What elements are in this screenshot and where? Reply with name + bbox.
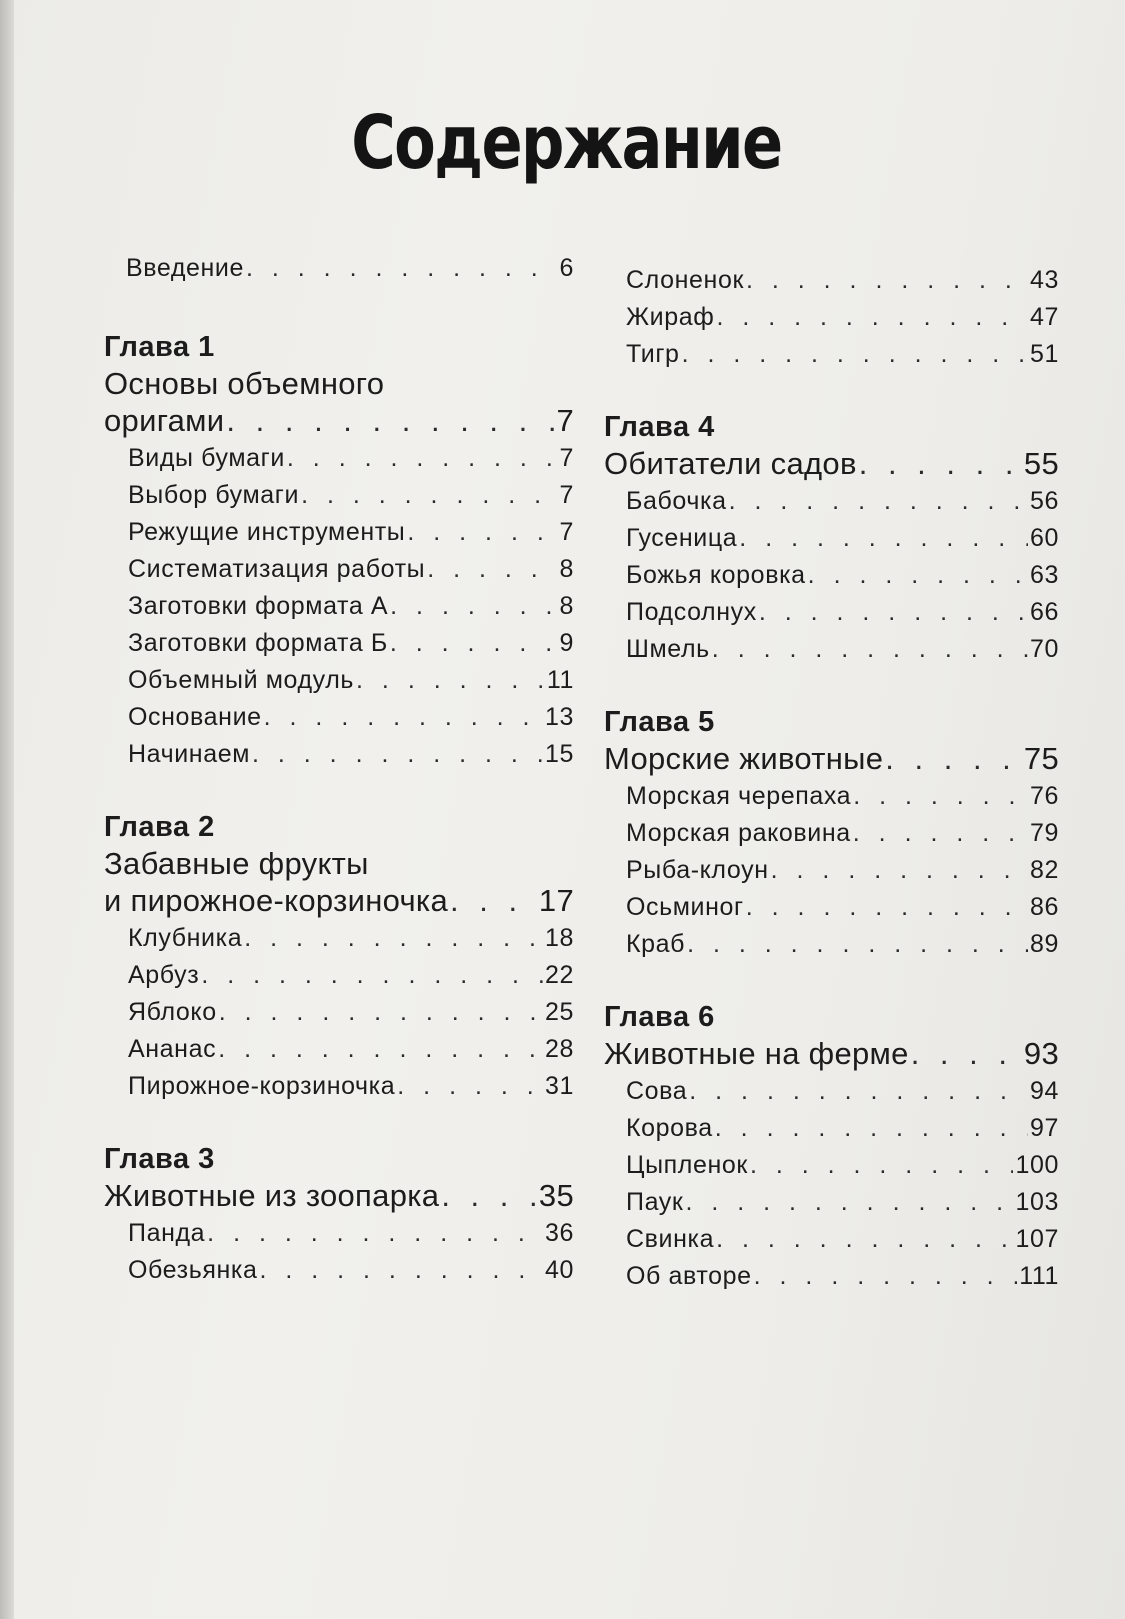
toc-entry-label: Клубника bbox=[128, 924, 243, 952]
chapter-2 bbox=[104, 809, 574, 1105]
toc-entry-label: Паук bbox=[626, 1188, 684, 1216]
chapter-title: Обитатели садов bbox=[604, 446, 857, 481]
toc-entry bbox=[604, 889, 1059, 926]
toc-entry bbox=[604, 483, 1059, 520]
toc-entry-label: Сова bbox=[626, 1077, 688, 1105]
toc-entry-page: 13 bbox=[544, 703, 574, 731]
toc-entry-label: Морская черепаха bbox=[626, 782, 852, 810]
toc-entry-label: Цыпленок bbox=[626, 1151, 748, 1179]
chapter-title-row bbox=[604, 1035, 1059, 1073]
toc-entry-page: 7 bbox=[559, 518, 574, 546]
chapter-label: Глава 1 bbox=[104, 331, 215, 363]
toc-entry bbox=[104, 920, 574, 957]
toc-entry-page: 100 bbox=[1015, 1151, 1059, 1179]
leader-dots bbox=[356, 662, 545, 699]
toc-entry-page: 47 bbox=[1029, 303, 1059, 331]
toc-entry-page: 31 bbox=[544, 1072, 574, 1100]
leader-dots bbox=[219, 994, 543, 1031]
toc-entry-page: 111 bbox=[1019, 1262, 1059, 1290]
leader-dots bbox=[246, 250, 557, 287]
toc-entry-page: 7 bbox=[559, 444, 574, 472]
leader-dots bbox=[682, 336, 1028, 373]
leader-dots bbox=[427, 551, 557, 588]
toc-entry-intro bbox=[104, 250, 574, 287]
leader-dots bbox=[226, 402, 554, 440]
leader-dots bbox=[885, 740, 1022, 778]
toc-entry bbox=[604, 1184, 1059, 1221]
chapter-3-continued bbox=[604, 262, 1059, 373]
toc-entry bbox=[104, 957, 574, 994]
toc-entry bbox=[604, 299, 1059, 336]
toc-entry bbox=[104, 440, 574, 477]
toc-entry-page: 9 bbox=[559, 629, 574, 657]
toc-entry-label: Режущие инструменты bbox=[128, 518, 406, 546]
toc-entry bbox=[104, 1215, 574, 1252]
chapter-title-line: Забавные фрукты bbox=[104, 846, 369, 881]
chapter-6 bbox=[604, 999, 1059, 1295]
chapter-title-row bbox=[104, 1177, 574, 1215]
toc-entry-label: Заготовки формата А bbox=[128, 592, 389, 620]
toc-entry-label: Шмель bbox=[626, 635, 710, 663]
toc-entry bbox=[604, 926, 1059, 963]
leader-dots bbox=[911, 1035, 1022, 1073]
leader-dots bbox=[716, 1221, 1013, 1258]
toc-entry-page: 18 bbox=[544, 924, 574, 952]
chapter-title: и пирожное-корзиночка bbox=[104, 883, 449, 918]
toc-entry-page: 51 bbox=[1029, 340, 1059, 368]
toc-entry bbox=[104, 551, 574, 588]
toc-entry-label: Подсолнух bbox=[626, 598, 757, 626]
toc-entry-page: 76 bbox=[1029, 782, 1059, 810]
toc-entry bbox=[604, 815, 1059, 852]
toc-entry bbox=[104, 1068, 574, 1105]
toc-entry-page: 56 bbox=[1029, 487, 1059, 515]
toc-entry bbox=[104, 1031, 574, 1068]
leader-dots bbox=[259, 1252, 543, 1289]
toc-entry-label: Виды бумаги bbox=[128, 444, 285, 472]
toc-entry-label: Начинаем bbox=[128, 740, 250, 768]
leader-dots bbox=[715, 1110, 1028, 1147]
toc-entry-label: Заготовки формата Б bbox=[128, 629, 388, 657]
chapter-title: Животные на ферме bbox=[604, 1036, 909, 1071]
toc-entry bbox=[604, 778, 1059, 815]
toc-entry bbox=[604, 1110, 1059, 1147]
chapter-3 bbox=[104, 1141, 574, 1289]
toc-entry-label: Арбуз bbox=[128, 961, 200, 989]
toc-entry-page: 28 bbox=[544, 1035, 574, 1063]
leader-dots bbox=[729, 483, 1028, 520]
toc-entry-label: Гусеница bbox=[626, 524, 738, 552]
chapter-title-row bbox=[104, 882, 574, 920]
toc-entry-label: Осьминог bbox=[626, 893, 744, 921]
toc-entry-page: 11 bbox=[546, 666, 574, 694]
chapter-label: Глава 3 bbox=[104, 1143, 215, 1175]
toc-entry-label: Бабочка bbox=[626, 487, 727, 515]
leader-dots bbox=[201, 957, 543, 994]
toc-entry-label: Объемный модуль bbox=[128, 666, 355, 694]
toc-entry-page: 79 bbox=[1029, 819, 1059, 847]
toc-entry-label: Основание bbox=[128, 703, 262, 731]
chapter-title-row bbox=[604, 445, 1059, 483]
leader-dots bbox=[252, 736, 543, 773]
toc-entry-label: Корова bbox=[626, 1114, 713, 1142]
toc-entry-label: Введение bbox=[126, 254, 244, 282]
chapter-label: Глава 5 bbox=[604, 706, 715, 738]
toc-entry-page: 36 bbox=[544, 1219, 574, 1247]
leader-dots bbox=[390, 625, 558, 662]
toc-entry-label: Об авторе bbox=[626, 1262, 752, 1290]
toc-entry-label: Обезьянка bbox=[128, 1256, 258, 1284]
toc-entry-page: 43 bbox=[1029, 266, 1059, 294]
toc-entry-page: 40 bbox=[544, 1256, 574, 1284]
chapter-page: 35 bbox=[538, 1178, 574, 1213]
toc-entry bbox=[104, 588, 574, 625]
toc-entry-page: 8 bbox=[559, 555, 574, 583]
toc-entry-page: 6 bbox=[559, 254, 574, 282]
leader-dots bbox=[397, 1068, 543, 1105]
toc-entry-page: 22 bbox=[544, 961, 574, 989]
toc-entry bbox=[604, 1073, 1059, 1110]
leader-dots bbox=[218, 1031, 543, 1068]
leader-dots bbox=[750, 1147, 1014, 1184]
chapter-page: 55 bbox=[1023, 446, 1059, 481]
chapter-title: оригами bbox=[104, 403, 225, 438]
toc-entry bbox=[604, 557, 1059, 594]
chapter-title-row bbox=[104, 402, 574, 440]
toc-entry-label: Свинка bbox=[626, 1225, 715, 1253]
toc-entry bbox=[104, 1252, 574, 1289]
chapter-title-line: Основы объемного bbox=[104, 366, 385, 401]
leader-dots bbox=[244, 920, 543, 957]
toc-entry-page: 70 bbox=[1029, 635, 1059, 663]
toc-entry-label: Панда bbox=[128, 1219, 206, 1247]
toc-entry bbox=[104, 662, 574, 699]
leader-dots bbox=[716, 299, 1028, 336]
leader-dots bbox=[207, 1215, 543, 1252]
toc-entry bbox=[604, 336, 1059, 373]
toc-entry-page: 94 bbox=[1029, 1077, 1059, 1105]
toc-entry bbox=[104, 625, 574, 662]
leader-dots bbox=[746, 889, 1028, 926]
leader-dots bbox=[759, 594, 1028, 631]
toc-entry-page: 25 bbox=[544, 998, 574, 1026]
toc-entry-label: Морская раковина bbox=[626, 819, 851, 847]
toc-entry-label: Систематизация работы bbox=[128, 555, 426, 583]
toc-entry-page: 86 bbox=[1029, 893, 1059, 921]
leader-dots bbox=[450, 882, 537, 920]
toc-entry-label: Божья коровка bbox=[626, 561, 806, 589]
leader-dots bbox=[712, 631, 1028, 668]
chapter-5 bbox=[604, 704, 1059, 963]
toc-entry bbox=[604, 852, 1059, 889]
toc-entry-label: Выбор бумаги bbox=[128, 481, 300, 509]
toc-entry-page: 15 bbox=[544, 740, 574, 768]
toc-entry-label: Слоненок bbox=[626, 266, 744, 294]
chapter-4 bbox=[604, 409, 1059, 668]
toc-entry-label: Яблоко bbox=[128, 998, 217, 1026]
toc-entry bbox=[604, 594, 1059, 631]
toc-entry bbox=[604, 1147, 1059, 1184]
toc-column-right bbox=[604, 262, 1059, 1331]
toc-entry bbox=[604, 520, 1059, 557]
chapter-1 bbox=[104, 329, 574, 773]
chapter-page: 93 bbox=[1023, 1036, 1059, 1071]
toc-entry-label: Пирожное-корзиночка bbox=[128, 1072, 396, 1100]
leader-dots bbox=[687, 926, 1028, 963]
toc-entry-page: 97 bbox=[1029, 1114, 1059, 1142]
toc-entry bbox=[604, 631, 1059, 668]
toc-intro bbox=[104, 250, 574, 287]
leader-dots bbox=[407, 514, 557, 551]
leader-dots bbox=[301, 477, 557, 514]
leader-dots bbox=[390, 588, 557, 625]
leader-dots bbox=[685, 1184, 1013, 1221]
chapter-page: 75 bbox=[1023, 741, 1059, 776]
toc-column-left bbox=[104, 250, 574, 1325]
leader-dots bbox=[264, 699, 543, 736]
toc-entry bbox=[604, 262, 1059, 299]
leader-dots bbox=[287, 440, 558, 477]
toc-entry bbox=[604, 1258, 1059, 1295]
toc-entry-label: Ананас bbox=[128, 1035, 217, 1063]
toc-entry-page: 8 bbox=[559, 592, 574, 620]
chapter-title: Животные из зоопарка bbox=[104, 1178, 440, 1213]
toc-entry bbox=[104, 994, 574, 1031]
toc-entry-label: Тигр bbox=[626, 340, 680, 368]
toc-entry-page: 66 bbox=[1029, 598, 1059, 626]
leader-dots bbox=[746, 262, 1028, 299]
toc-entry-page: 107 bbox=[1015, 1225, 1059, 1253]
toc-entry-page: 82 bbox=[1029, 856, 1059, 884]
leader-dots bbox=[441, 1177, 537, 1215]
chapter-page: 7 bbox=[556, 403, 574, 438]
leader-dots bbox=[859, 445, 1022, 483]
leader-dots bbox=[771, 852, 1028, 889]
page-title: Содержание bbox=[351, 100, 782, 186]
toc-entry-label: Краб bbox=[626, 930, 686, 958]
leader-dots bbox=[853, 815, 1028, 852]
toc-entry bbox=[604, 1221, 1059, 1258]
chapter-title: Морские животные bbox=[604, 741, 884, 776]
toc-entry-label: Рыба-клоун bbox=[626, 856, 769, 884]
chapter-label: Глава 4 bbox=[604, 411, 715, 443]
chapter-page: 17 bbox=[538, 883, 574, 918]
toc-entry bbox=[104, 514, 574, 551]
toc-entry-page: 89 bbox=[1029, 930, 1059, 958]
chapter-title-row bbox=[604, 740, 1059, 778]
toc-entry-page: 63 bbox=[1029, 561, 1059, 589]
toc-entry-page: 60 bbox=[1029, 524, 1059, 552]
toc-entry-page: 7 bbox=[559, 481, 574, 509]
toc-entry-label: Жираф bbox=[626, 303, 715, 331]
chapter-label: Глава 6 bbox=[604, 1001, 715, 1033]
toc-entry bbox=[104, 736, 574, 773]
leader-dots bbox=[808, 557, 1028, 594]
toc-entry bbox=[104, 477, 574, 514]
toc-entry-page: 103 bbox=[1015, 1188, 1059, 1216]
leader-dots bbox=[754, 1258, 1018, 1295]
leader-dots bbox=[689, 1073, 1028, 1110]
toc-entry bbox=[104, 699, 574, 736]
leader-dots bbox=[853, 778, 1028, 815]
leader-dots bbox=[739, 520, 1028, 557]
chapter-label: Глава 2 bbox=[104, 811, 215, 843]
